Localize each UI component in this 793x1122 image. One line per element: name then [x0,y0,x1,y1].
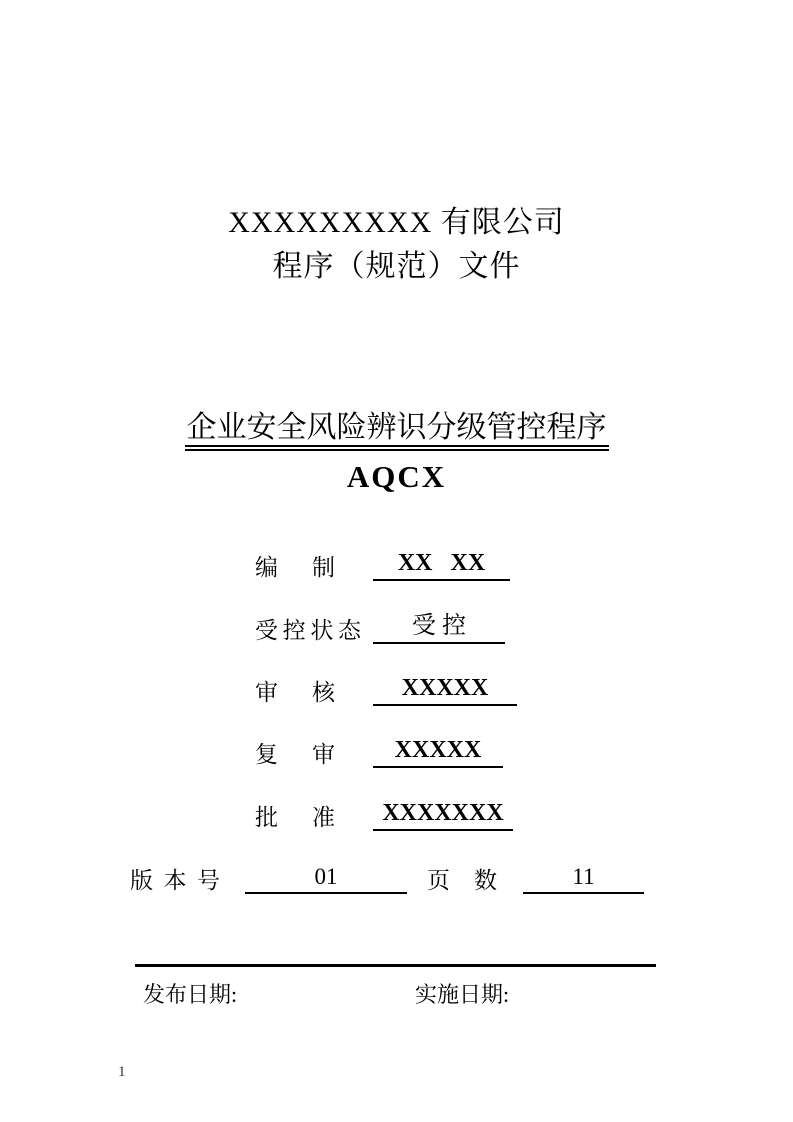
version-label: 版本号 [130,868,220,893]
page-number: 1 [118,1064,126,1080]
approve-label: 批准 [255,805,335,830]
controlled-status-value: 受 控 [373,614,505,644]
recheck-value: XXXXX [373,738,503,768]
document-title: 企业安全风险辨识分级管控程序 [185,412,609,451]
pages-label: 页数 [427,868,497,893]
recheck-label: 复审 [255,742,335,767]
approval-row-controlled-status [255,614,505,644]
company-name: XXXXXXXXX 有限公司 [228,206,565,239]
compile-value: XX XX [373,551,510,581]
version-pages-row [130,864,644,894]
pages-value: 11 [523,864,644,894]
review-value: XXXXX [373,676,517,706]
approval-row-review [255,676,517,706]
approve-value: XXXXXXX [373,801,513,831]
version-value: 01 [245,864,407,894]
footer-divider [135,964,656,967]
implementation-date-label: 实施日期: [415,982,510,1007]
document-header [0,201,793,289]
main-title-block [0,412,793,451]
document-type: 程序（规范）文件 [272,250,521,283]
compile-label: 编制 [255,555,335,580]
approval-row-compile [255,551,510,581]
document-code: AQCX [346,459,447,494]
release-date-label: 发布日期: [143,982,238,1007]
approval-row-recheck [255,738,503,768]
controlled-status-label: 受控状态 [255,618,361,643]
approval-row-approve [255,801,513,831]
review-label: 审核 [255,680,335,705]
